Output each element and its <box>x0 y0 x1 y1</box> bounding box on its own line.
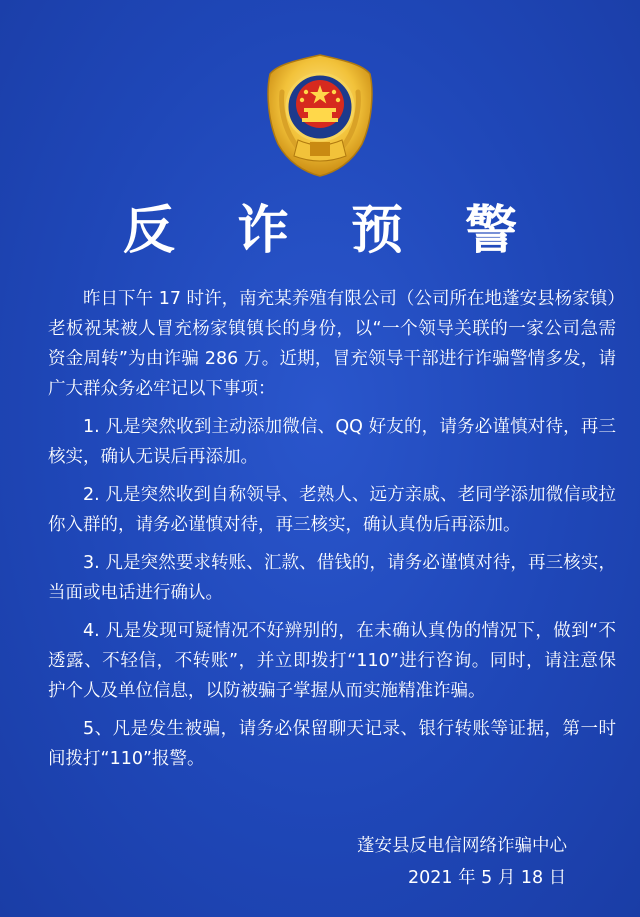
list-item: 1. 凡是突然收到主动添加微信、QQ 好友的，请务必谨慎对待，再三核实，确认无误后再添加。 <box>48 417 616 467</box>
police-emblem <box>262 52 378 178</box>
list-item: 2. 凡是突然收到自称领导、老熟人、远方亲戚、老同学添加微信或拉你入群的，请务必谨慎对待，再三核实，确认真伪后再添加。 <box>48 485 616 535</box>
list-item: 5、凡是发生被骗，请务必保留聊天记录、银行转账等证据，第一时间拨打“110”报警。 <box>48 719 616 769</box>
police-emblem-icon <box>262 52 378 178</box>
issue-date: 2021 年 5 月 18 日 <box>408 868 567 888</box>
notice-body <box>48 284 616 774</box>
page-title: 反 诈 预 警 <box>122 200 540 261</box>
issuer-signature: 蓬安县反电信网络诈骗中心 <box>357 836 567 856</box>
list-item: 4. 凡是发现可疑情况不好辨别的，在未确认真伪的情况下，做到“不透露、不轻信，不转账”，并立即拨打“110”进行咨询。同时，请注意保护个人及单位信息，以防被骗子掌握从而实施精准诈骗。 <box>48 621 616 701</box>
intro-paragraph: 昨日下午 17 时许，南充某养殖有限公司（公司所在地蓬安县杨家镇）老板祝某被人冒充杨家镇镇长的身份，以“一个领导关联的一家公司急需资金周转”为由诈骗 286 万。近期，冒充领导干部进行诈骗警情多发，请广大群众务必牢记以下事项： <box>48 289 616 399</box>
list-item: 3. 凡是突然要求转账、汇款、借钱的，请务必谨慎对待，再三核实，当面或电话进行确认。 <box>48 553 616 603</box>
